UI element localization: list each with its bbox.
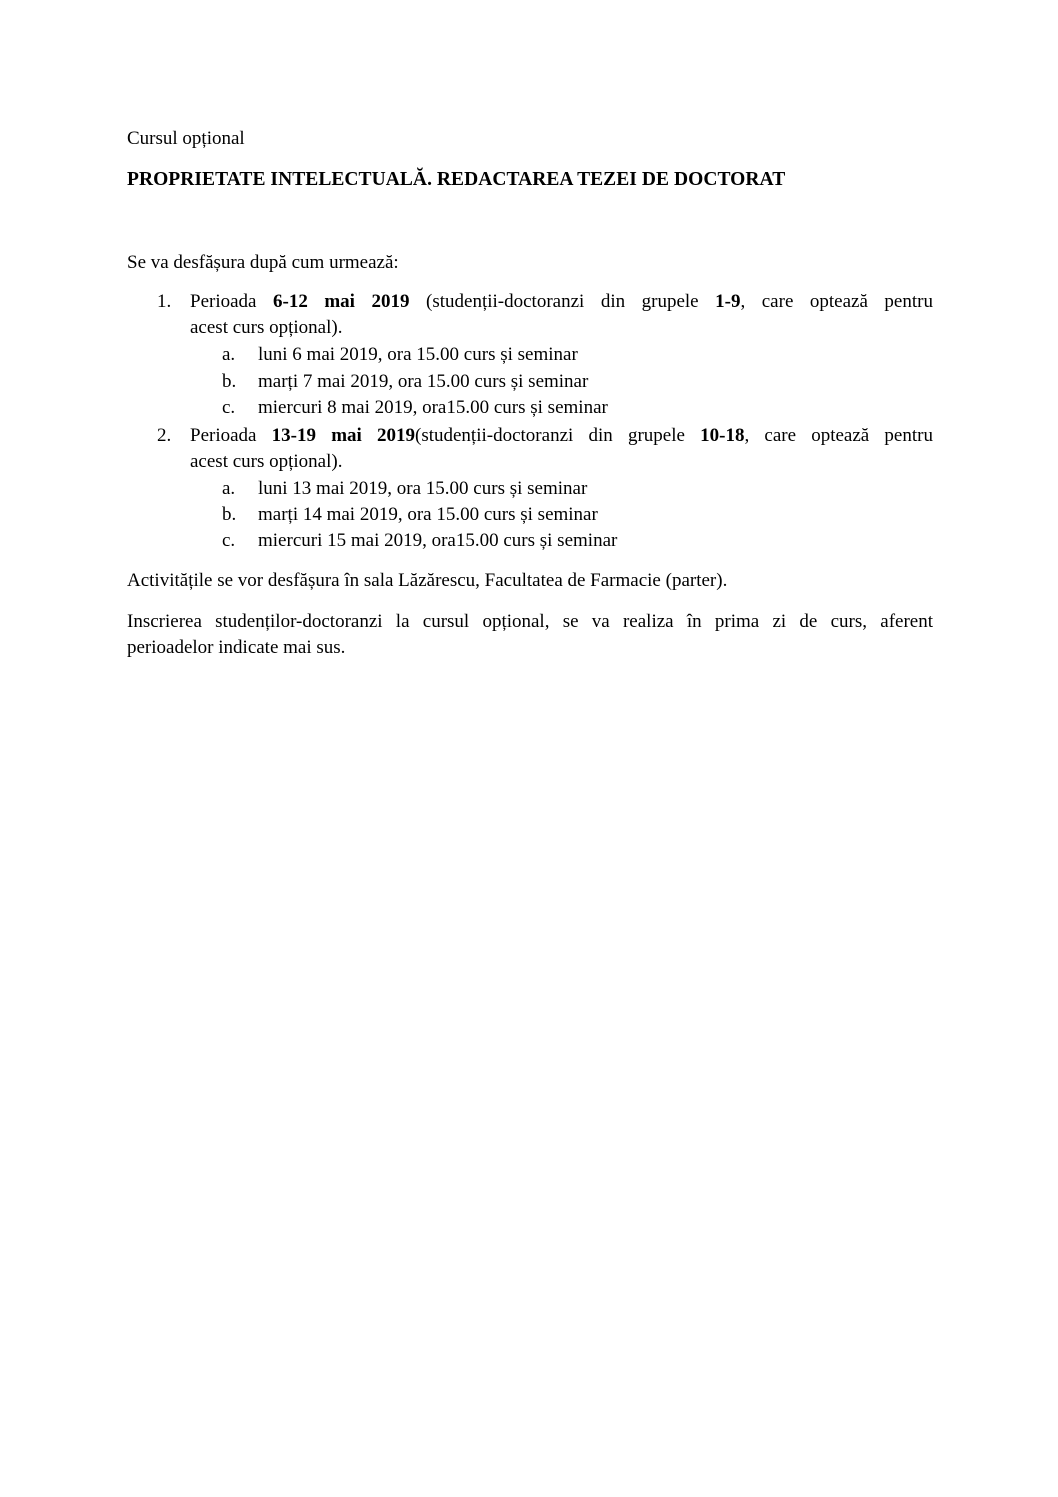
location-note: Activitățile se vor desfășura în sala Lăzărescu, Facultatea de Farmacie (parter).: [127, 570, 728, 591]
period-middle: (studenții-doctoranzi din grupele: [415, 425, 701, 446]
session-item: [222, 502, 598, 528]
session-text: miercuri 8 mai 2019, ora15.00 curs și seminar: [258, 397, 608, 418]
registration-note: [127, 609, 933, 661]
session-item: [222, 476, 587, 502]
session-text: marți 14 mai 2019, ora 15.00 curs și seminar: [258, 504, 598, 525]
period-suffix: , care optează pentru: [744, 425, 933, 446]
session-letter: a.: [222, 478, 236, 499]
period-prefix: Perioada: [190, 291, 273, 312]
schedule-intro: Se va desfășura după cum urmează:: [127, 252, 399, 273]
session-item: [222, 395, 608, 421]
period-groups: 1-9: [715, 291, 741, 312]
period-middle: (studenții-doctoranzi din grupele: [409, 291, 716, 312]
period-suffix: , care optează pentru: [740, 291, 933, 312]
session-letter: c.: [222, 530, 236, 551]
session-letter: b.: [222, 504, 237, 525]
session-text: luni 13 mai 2019, ora 15.00 curs și seminar: [258, 478, 588, 499]
period-line2: acest curs opțional).: [190, 317, 343, 338]
session-item: [222, 369, 588, 395]
period-number: 2.: [157, 425, 172, 446]
session-item: [222, 528, 617, 554]
period-text: [190, 423, 933, 475]
period-groups: 10-18: [700, 425, 745, 446]
session-letter: a.: [222, 344, 236, 365]
registration-note-line1: Inscrierea studenților-doctoranzi la cursul opțional, se va realiza în prima zi de curs, aferent: [127, 611, 933, 632]
period-number: 1.: [157, 291, 172, 312]
session-text: miercuri 15 mai 2019, ora15.00 curs și seminar: [258, 530, 618, 551]
period-item-2: [157, 423, 933, 475]
period-item-1: [157, 289, 933, 341]
period-dates: 13-19 mai 2019: [271, 425, 415, 446]
period-prefix: Perioada: [190, 425, 272, 446]
session-text: luni 6 mai 2019, ora 15.00 curs și seminar: [258, 344, 578, 365]
period-dates: 6-12 mai 2019: [273, 291, 410, 312]
course-label: Cursul opțional: [127, 128, 245, 149]
period-text: [190, 289, 933, 341]
registration-note-line2: perioadelor indicate mai sus.: [127, 637, 346, 658]
session-text: marți 7 mai 2019, ora 15.00 curs și seminar: [258, 371, 589, 392]
session-letter: c.: [222, 397, 236, 418]
document-title: PROPRIETATE INTELECTUALĂ. REDACTAREA TEZEI DE DOCTORAT: [127, 169, 786, 190]
period-line2: acest curs opțional).: [190, 451, 343, 472]
session-letter: b.: [222, 371, 237, 392]
session-item: [222, 342, 578, 368]
